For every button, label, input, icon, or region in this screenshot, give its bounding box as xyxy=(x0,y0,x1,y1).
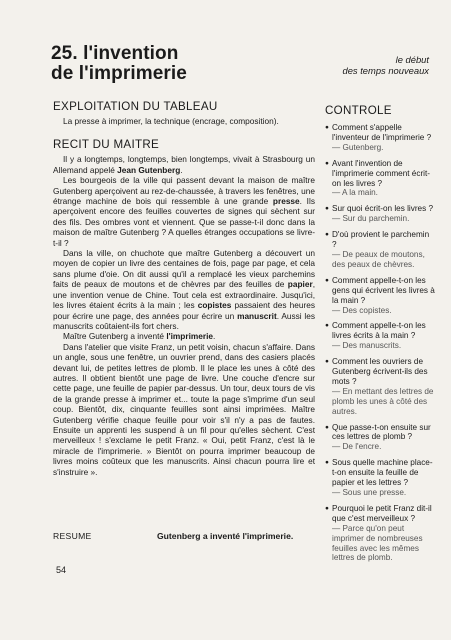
recit-heading: RECIT DU MAITRE xyxy=(53,138,160,152)
bold-term: Jean Gutenberg xyxy=(117,164,181,175)
title-line-2: de l'imprimerie xyxy=(51,63,187,84)
controle-answer: — Sur du parchemin. xyxy=(332,214,410,224)
recit-paragraph-2 xyxy=(53,175,315,248)
bold-term: presse xyxy=(272,196,300,207)
controle-question: ● Comment appelle-t-on les gens qui écrivent les livres à la main ? xyxy=(325,276,435,306)
subtitle-line-1: le début xyxy=(395,54,429,65)
exploitation-heading: EXPLOITATION DU TABLEAU xyxy=(53,100,218,113)
controle-item xyxy=(325,504,435,563)
controle-question: ● Avant l'invention de l'imprimerie comment écrit-on les livres ? xyxy=(325,159,435,189)
controle-answer: — Gutenberg. xyxy=(332,142,384,152)
bold-term: l'imprimerie xyxy=(166,331,214,342)
bold-term: papier xyxy=(287,279,313,290)
exploitation-text: La presse à imprimer, la technique (encrage, composition). xyxy=(63,116,279,126)
controle-question: ● Pourquoi le petit Franz dit-il que c'est merveilleux ? xyxy=(325,504,435,524)
controle-item xyxy=(325,230,435,270)
controle-item xyxy=(325,204,435,224)
controle-item xyxy=(325,159,435,199)
text-run: Les bourgeois de la ville qui passent devant la maison de maître Gutenberg aperçoivent au rez-de-chaussée, à travers les fenêtres, une étrange machine de bois qui ressemble à une grande xyxy=(53,175,315,207)
text-run: . xyxy=(180,164,183,175)
controle-answer: — De peaux de moutons, des peaux de chèvres. xyxy=(332,249,425,269)
controle-item xyxy=(325,276,435,316)
controle-item xyxy=(325,123,435,153)
title-line-1: 25. l'invention xyxy=(51,43,179,64)
text-run: Maître Gutenberg a inventé xyxy=(63,331,167,342)
resume-text: Gutenberg a inventé l'imprimerie. xyxy=(157,531,294,541)
controle-question: ● Comment les ouvriers de Gutenberg écrivent-ils des mots ? xyxy=(325,357,435,387)
text-run: Dans la ville, on chuchote que maître Gutenberg a découvert un moyen de copier un livre des centaines de fois, page par page, et cela sans plume d'oie. On dit aussi qu'il a remplacé les vieux parchemins faits de peaux de moutons et de chèvres par des feuilles de xyxy=(53,248,315,290)
controle-item xyxy=(325,357,435,416)
recit-paragraph-4 xyxy=(53,331,315,341)
bold-term: manuscrit xyxy=(237,310,277,321)
recit-paragraph-5: Dans l'atelier que visite Franz, un petit voisin, chacun s'affaire. Dans un angle, sous une fenêtre, un ouvrier prend, dans des casiers placés devant lui, de petites lettres de plomb. Il le place les unes à côté des autres. Il obtient bientôt une page de livre. Une couche d'encre sur cette page, une feuille de papier par-dessus. Un tour, deux tours de vis de la grande presse à imprimer et... toute la page s'imprime d'un seul coup. Bientôt, dix, cinquante feuilles sont ainsi imprimées. Maître Gutenberg vérifie chaque feuille pour voir s'il n'y a pas de fautes. Ensuite un apprenti les suspend à un fil pour qu'elles sèchent. C'est merveilleux ! s'exclame le petit Franz. « Oui, petit Franz, c'est là le miracle de l'imprimerie. » Bientôt on pourra imprimer beaucoup de livres moins coûteux que les manuscrits. Ainsi chacun pourra lire et s'instruire ». xyxy=(53,341,315,477)
subtitle-line-2: des temps nouveaux xyxy=(342,65,429,76)
lesson-title xyxy=(51,44,301,84)
controle-question: ● Sur quoi écrit-on les livres ? xyxy=(325,204,435,214)
controle-question: ● Que passe-t-on ensuite sur ces lettres de plomb ? xyxy=(325,423,435,443)
lesson-subtitle xyxy=(289,54,429,76)
resume-label: RESUME xyxy=(53,531,92,541)
text-run: . Aussi les manuscrits coûtaient-ils fort chers. xyxy=(53,310,315,331)
controle-answer: — Des copistes. xyxy=(332,305,392,315)
main-column xyxy=(53,100,315,477)
controle-question: ● Sous quelle machine place-t-on ensuite la feuille de papier et les lettres ? xyxy=(325,458,435,488)
page-number: 54 xyxy=(56,565,67,575)
text-run: . xyxy=(213,331,216,342)
text-run: . Ils aperçoivent encore des feuilles couvertes de signes qui sèchent sur des fils. Des ombres vont et viennent. Que se passe-t-il donc dans la maison de maître Gutenberg ? A quelles étranges occupations se livre-t-il ? xyxy=(53,196,315,248)
recit-paragraph-3 xyxy=(53,248,315,331)
controle-column xyxy=(325,104,435,569)
controle-answer: — Parce qu'on peut imprimer de nombreuses feuilles avec les mêmes lettres de plomb. xyxy=(332,523,423,563)
controle-question: ● Comment s'appelle l'inventeur de l'imprimerie ? xyxy=(325,123,435,143)
controle-list xyxy=(325,123,435,563)
text-run: , une invention venue de Chine. Tout cela est extraordinaire. Jusqu'ici, les livres étaient écrits à la main ; les xyxy=(53,279,315,311)
recit-paragraph-1 xyxy=(53,154,315,175)
bold-term: copistes xyxy=(197,300,232,311)
controle-question: ● Comment appelle-t-on les livres écrits à la main ? xyxy=(325,321,435,341)
controle-answer: — A la main. xyxy=(332,188,378,198)
text-run: passaient des heures pour écrire une page, des années pour écrire un xyxy=(53,300,315,321)
controle-item xyxy=(325,321,435,351)
text-run: Il y a longtemps, longtemps, bien longtemps, vivait à Strasbourg un Allemand appelé xyxy=(53,154,315,175)
controle-answer: — En mettant des lettres de plomb les unes à côté des autres. xyxy=(332,386,434,416)
controle-answer: — Des manuscrits. xyxy=(332,341,402,351)
controle-answer: — De l'encre. xyxy=(332,442,382,452)
controle-item xyxy=(325,423,435,453)
controle-item xyxy=(325,458,435,498)
controle-heading: CONTROLE xyxy=(325,104,392,117)
controle-answer: — Sous une presse. xyxy=(332,488,407,497)
controle-question: ● D'où provient le parchemin ? xyxy=(325,230,435,250)
